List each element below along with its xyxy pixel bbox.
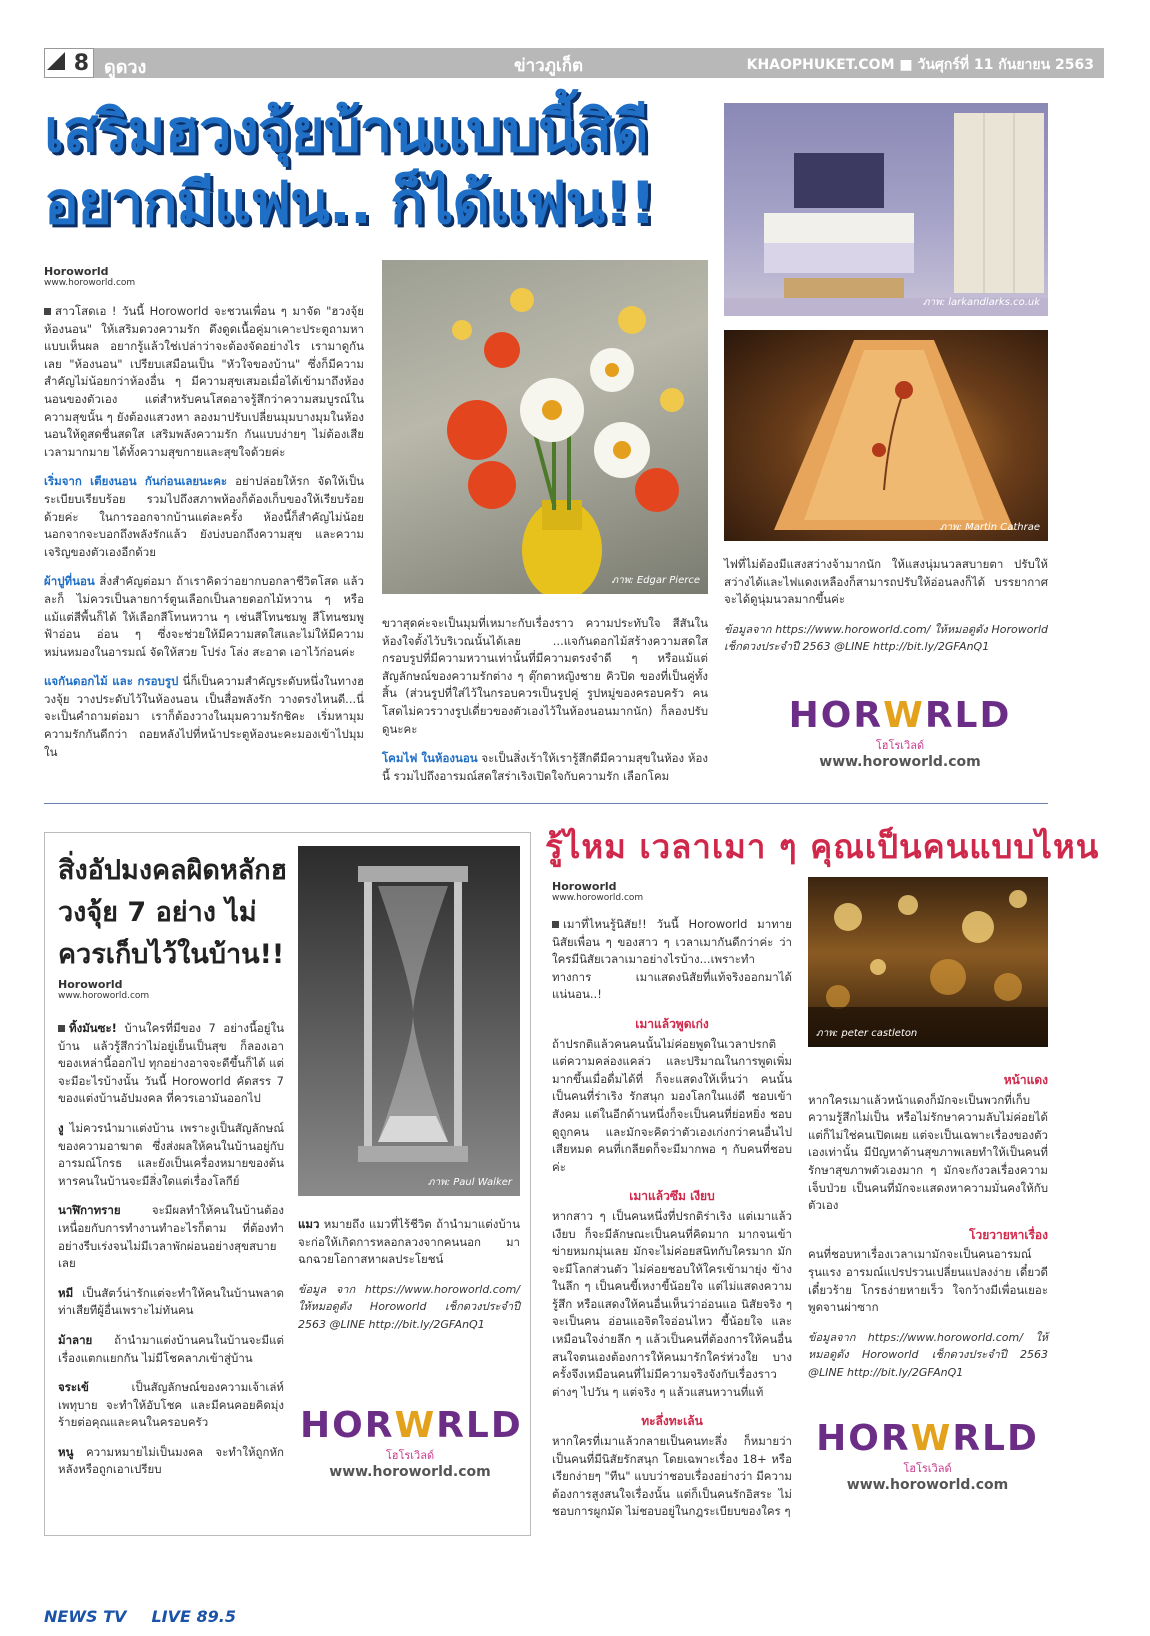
source-note: ข้อมูลจาก https://www.horoworld.com/ ให้หมอดูดัง Horoworld เช็กดวงประจำปี 2563 @LINE http://bit.ly/2GFAnQ1: [808, 1330, 1048, 1379]
horoworld-logo: HORWRLD โฮโรเวิลด์ www.horoworld.com: [816, 1418, 1039, 1493]
author: Horoworld: [44, 265, 109, 278]
article1-column-3: [724, 556, 1048, 668]
subheading: โวยวายหาเรื่อง: [969, 1227, 1048, 1242]
paragraph: ถ้าปรกติแล้วคนคนนั้นไม่ค่อยพูดในเวลาปรกติ แต่ความคล่องแคล่ว และปริมาณในการพูดเพิ่มมากขึ้นเมื่อดื่มได้ที่ ก็จะแสดงให้เห็นว่า คนนั้นเป็นคนที่ร่าเริง รักสนุก มองโลกในแง่ดี ชอบเข้าสังคม แต่ในอีกด้านหนึ่งก็จะเป็นคนที่ย่อหยิ่ง ชอบดูถูกคน และมักจะคิดว่าตัวเองเก่งกว่าคนอื่นไปเสียหมด คนที่เกลียดก็จะมีมากพอ ๆ กับคนที่ชอบค่ะ: [552, 1036, 792, 1174]
section-name: ดูดวง: [104, 57, 147, 78]
bullet-icon: [44, 308, 51, 315]
source-note: ข้อมูลจาก https://www.horoworld.com/ ให้หมอดูดัง Horoworld เช็กดวงประจำปี 2563 @LINE http://bit.ly/2GFAnQ1: [724, 622, 1048, 654]
paragraph: คนที่ชอบหาเรื่องเวลาเมามักจะเป็นคนอารมณ์รุนแรง อารมณ์แปรปรวนเปลี่ยนแปลงง่าย เดี๋ยวดีเดี๋ยวร้าย โกรธง่ายหายเร็ว ใจกว้างมีเพื่อนเยอะ พูดจานผ่าซาก: [808, 1247, 1048, 1315]
paragraph: ขวาสุดค่ะจะเป็นมุมที่เหมาะกับเรื่องราว ความประทับใจ สีสันในห้องใจตั้งไว้บริเวณนั้นได้เลย ...แจกันดอกไม้สร้างความสดใส กรอบรูปที่มีความหวานเท่านั้นที่มีความตรงจำดี ๆ หรือแม้แต่สัญลักษณ์ของความรักต่าง ๆ ตุ๊กตาหญิงชาย คิวปิด ของที่เป็นคู่ทั้งสิ้น (ส่วนรูปที่ใส่ไว้ในกรอบควรเป็นรูปคู่ รูปหมู่ของครอบครัว คนโสดไม่ควรวางรูปเดี่ยวของตัวเองไว้ในห้องนอนมากนัก) ก็ลองปรับดูนะคะ: [382, 616, 708, 736]
paragraph: หากใครเมาแล้วหน้าแดงก็มักจะเป็นพวกที่เก็บความรู้สึกไม่เป็น หรือไม่รักษาความลับไม่ค่อยได้ แต่ก็ไม่ใช่คนเปิดเผย แต่จะเป็นเฉพาะเรื่องของตัวเองเท่านั้น มีปัญหาด้านสุขภาพเลยทำให้เป็นคนที่รักษาสุขภาพตัวเองมาก ๆ มักจะกังวลเรื่องความเจ็บป่วย เป็นคนที่มักจะแสดงหาความมั่นคงให้กับตัวเอง: [808, 1092, 1048, 1213]
paragraph: แมว หมายถึง แมวที่ไร้ชีวิต ถ้านำมาแต่งบ้านจะก่อให้เกิดการหลอกลวงจากคนนอก มาฉกฉวยโอกาสหาผลประโยชน์: [298, 1217, 520, 1267]
bullet-icon: [552, 921, 559, 928]
article2-title: สิ่งอัปมงคลผิดหลักฮวงจุ้ย 7 อย่าง ไม่ควรเก็บไว้ในบ้าน!!: [58, 855, 288, 970]
paragraph: นาฬิกาทราย จะมีผลทำให้คนในบ้านต้องเหนื่อยกับการทำงานทำอะไรก็ตาม ที่ต้องทำอย่างรีบเร่งจนไม่มีเวลาพักผ่อนอย่างสุขสบายเลย: [58, 1203, 284, 1271]
photo-credit: ภาพ: Edgar Pierce: [611, 575, 700, 586]
flowers-illustration: [382, 260, 708, 594]
subheading: เมาแล้วซึม เงียบ: [629, 1189, 715, 1204]
paragraph: แจกันดอกไม้ และ กรอบรูป นี่ก็เป็นความสำคัญระดับหนึ่งในทางฮวงจุ้ย วางประดับไว้ในห้องนอน เป็นสื่อพลังรัก วางตรงไหนดี...นี่จะเป็นคำถามต่อมา เราก็ต้องวางในมุมความรักชิคะ เริ่มหามุมความรักกันดีกว่า ถอยหลังไปที่หน้าประตูห้องนะคะมองเข้าไปมุมใน: [44, 674, 364, 759]
article3-column-1: [552, 916, 792, 1533]
bar-photo: [808, 877, 1048, 1047]
article1-column-2: [382, 615, 708, 797]
headline-line-2: อยากมีแฟน.. ก็ได้แฟน!!: [44, 169, 656, 237]
article2-column-1: [58, 1020, 284, 1491]
page-header: [44, 48, 1104, 78]
paragraph: ม้าลาย ถ้านำมาแต่งบ้านคนในบ้านจะมีแต่เรื่องแตกแยกกัน ไม่มีโชคลาภเข้าสู่บ้าน: [58, 1332, 284, 1365]
site-date: KHAOPHUKET.COM ■ วันศุกร์ที่ 11 กันยายน 2563: [746, 57, 1094, 73]
hourglass-photo: [298, 846, 520, 1196]
page-footer: [44, 1607, 236, 1626]
paragraph: ผ้าปูที่นอน สิ่งสำคัญต่อมา ถ้าเราคิดว่าอยากบอกลาชีวิตโสด แล้วละก็ ไม่ควรเป็นลายการ์ตูนเลือกเป็นลายดอกไม้หวาน ๆ หรือแม้แต่สีพื้นก็ได้ ให้เลือกสีโทนหวาน ๆ เช่นสีโทนชมพู สีโทนชมพู ฟ้าอ่อน อ่อน ๆ ซึ่งจะช่วยให้มีความสดใสและไม่ให้มีความหม่นหมองในอารมณ์ จัดให้สวย โปร่ง โล่ง สะอาด เอาไว้ก่อนค่ะ: [44, 574, 364, 659]
paragraph: สาวโสดเอ ! วันนี้ Horoworld จะชวนเพื่อน ๆ มาจัด "ฮวงจุ้ยห้องนอน" ให้เสริมดวงความรัก ดึงดูดเนื้อคู่มาเคาะประตูถามหาแบบเห็นผล อยากรู้แล้วใช่เปล่าว่าจะต้องจัดอย่างไร เรามาดูกันเลย "ห้องนอน" เปรียบเสมือนเป็น "หัวใจของบ้าน" ซึ่งก็มีความสำคัญไม่น้อยกว่าห้องอื่น ๆ มีความสุขเสมอเมื่อได้เข้ามาถึงห้องนอนของตัวเอง แต่สำหรับคนโสดอาจรู้สึกว่าความสมบูรณ์ในความสุขนั้น ๆ ยังต้องแสวงหา ลองมาปรับเปลี่ยนมุมบางมุมในห้องนอนให้ดูสดชื่นสดใส เสริมพลังความรัก กันแบบง่ายๆ ไม่ต้องเสียเวลามากมาย ได้ทั้งความสุขกายและสุขใจด้วยค่ะ: [44, 304, 364, 459]
main-headline: [44, 95, 714, 239]
news-tv-logo: NEWS TV: [44, 1607, 127, 1626]
article2-byline: Horoworld www.horoworld.com: [58, 978, 150, 1001]
horoworld-logo: HORWRLD โฮโรเวิลด์ www.horoworld.com: [788, 695, 1012, 770]
photo-credit: ภาพ: Paul Walker: [427, 1177, 512, 1188]
photo-credit: ภาพ: Martin Cathrae: [939, 522, 1040, 533]
corner-arrow-icon: [47, 52, 65, 70]
paragraph: หากสาว ๆ เป็นคนหนึ่งที่ปรกติร่าเริง แต่เมาแล้วเงียบ ก็จะมีลักษณะเป็นคนที่คิดมาก มากจนเข้าข่ายหมกมุ่นเลย มักจะไม่ค่อยสนิทกับใครมาก มักจะมีโลกส่วนตัว ไม่ค่อยชอบให้ใครเข้ามายุ่ง ข้างในลึก ๆ เป็นคนขี้เหงาขี้น้อยใจ แต่ไม่แสดงความรู้สึก หรือแสดงให้คนอื่นเห็นว่าอ่อนแอ นิสัยจริง ๆ จะเป็นคน อ่อนแอจิตใจอ่อนไหว ขี้น้อยใจ และเหมือนใจง่ายลึก ๆ แล้วเป็นคนที่ต้องการให้คนอื่นสนใจตนเองต้องการให้คนมารักใคร่ห่วงใย บางครั้งจึงเหมือนคนที่ไม่มีความจริงจังกับเรื่องราวต่างๆ ไปวัน ๆ แต่จริง ๆ แล้วแสนหวานที่แท้: [552, 1208, 792, 1399]
subheading: ทะลึ่งทะเล้น: [641, 1414, 703, 1429]
bedroom-photo: [724, 103, 1048, 316]
author-url: www.horoworld.com: [44, 278, 136, 288]
article2-column-2: [298, 1216, 520, 1346]
article3-column-2: [808, 1068, 1048, 1394]
page-number: 8: [44, 48, 94, 78]
live-radio-logo: LIVE 89.5: [151, 1607, 236, 1626]
paragraph: หากใครที่เมาแล้วกลายเป็นคนทะลึ่ง ก็หมายว่าเป็นคนที่มีนิสัยรักสนุก โดยเฉพาะเรื่อง 18+ หรือเรียกง่ายๆ "ทีน" แบบว่าชอบเรื่องอย่างว่า มีความต้องการสูงสนใจเรื่องนั้น แต่ก็เป็นคนรักอิสระ ไม่ชอบการผูกมัด ไม่ชอบอยู่ในกฎระเบียบของใคร ๆ: [552, 1434, 792, 1519]
paragraph: จระเข้ เป็นสัญลักษณ์ของความเจ้าเล่ห์ เพทุบาย จะทำให้อับโชค และมีคนคอยคิดมุ่งร้ายต่อคุณและคนในครอบครัว: [58, 1380, 284, 1430]
bedroom-illustration: [724, 103, 1048, 316]
article1-byline: [44, 265, 364, 288]
bar-illustration: [808, 877, 1048, 1047]
paragraph: งู ไม่ควรนำมาแต่งบ้าน เพราะงูเป็นสัญลักษณ์ของความอาฆาต ซึ่งส่งผลให้คนในบ้านอยู่กับอารมณ์โกรธ และยังเป็นเครื่องหมายของต้นหารคนในบ้านจะมีสิ่งใดแต่เรื่องโลกีย์: [58, 1120, 284, 1188]
paragraph: หนู ความหมายไม่เป็นมงคล จะทำให้ถูกหักหลังหรือถูกเอาเปรียบ: [58, 1444, 284, 1477]
photo-credit: ภาพ: peter castleton: [816, 1028, 918, 1039]
article3-byline: Horoworld www.horoworld.com: [552, 880, 644, 903]
flowers-photo: [382, 260, 708, 594]
paragraph: ไฟที่ไม่ต้องมีแสงสว่างจ้ามากนัก ให้แสงนุ่มนวลสบายตา ปรับให้สว่างได้และไฟแดงเหลืองก็สามารถปรับให้อ่อนลงก็ได้ บรรยากาศจะได้ดูนุ่มนวลมากขึ้นค่ะ: [724, 557, 1048, 607]
lamp-illustration: [724, 330, 1048, 541]
headline-line-1: เสริมฮวงจุ้ยบ้านแบบนี้สิดี: [44, 97, 648, 165]
section-divider: [44, 803, 1048, 804]
paragraph: หมี เป็นสัตว์น่ารักแต่จะทำให้คนในบ้านพลาดท่าเสียทีผู้อื่นเพราะไม่ทันคน: [58, 1285, 284, 1318]
hourglass-illustration: [298, 846, 520, 1196]
bullet-icon: [58, 1025, 65, 1032]
article1-column-1: [44, 303, 364, 773]
lamp-photo: [724, 330, 1048, 541]
source-note: ข้อมูล จาก https://www.horoworld.com/ ให้หมอดูดัง Horoworld เช็กดวงประจำปี 2563 @LINE http://bit.ly/2GFAnQ1: [298, 1282, 520, 1331]
paragraph: เริ่มจาก เตียงนอน กันก่อนเลยนะคะ อย่าปล่อยให้รก จัดให้เป็นระเบียบเรียบร้อย รวมไปถึงสภาพห้องก็ต้องเก็บของให้เรียบร้อยด้วยค่ะ ในการออกจากบ้านแต่ละครั้ง ห้องนี้ก็สำคัญไม่น้อยนอกจากจะบอกถึงพลังรักแล้ว ยังบ่งบอกถึงความสุข และความเจริญของตัวเองอีกด้วย: [44, 474, 364, 559]
paragraph: เมาที่ไหนรู้นิสัย!! วันนี้ Horoworld มาทายนิสัยเพื่อน ๆ ของสาว ๆ เวลาเมากันดีกว่าค่ะ ว่าใครมีนิสัยเวลาเมาอย่างไรบ้าง...เพราะทำทางการ เมาแสดงนิสัยที่แท้จริงออกมาได้ แน่นอน..!: [552, 917, 792, 1002]
subheading: หน้าแดง: [1003, 1073, 1048, 1087]
photo-credit: ภาพ: larkandlarks.co.uk: [922, 297, 1040, 308]
newspaper-logo: ข่าวภูเก็ต: [514, 56, 584, 76]
paragraph: ทิ้งมันซะ! บ้านใครที่มีของ 7 อย่างนี้อยู่ในบ้าน แล้วรู้สึกว่าไม่อยู่เย็นเป็นสุข ก็ลองเอาของเหล่านี้ออกไป ทุกอย่างอาจจะดีขึ้นก็ได้ แต่จะมีอะไรบ้างนั้น วันนี้ Horoworld คัดสรร 7 ของแต่งบ้านอัปมงคล ที่ควรเอามันออกไป: [58, 1021, 284, 1106]
article3-title: รู้ไหม เวลาเมา ๆ คุณเป็นคนแบบไหน: [545, 827, 1100, 866]
subheading: เมาแล้วพูดเก่ง: [635, 1016, 709, 1031]
paragraph: โคมไฟ ในห้องนอน จะเป็นสิ่งเร้าให้เรารู้สึกดีมีความสุขในห้อง ห้องนี้ รวมไปถึงอารมณ์สดใสร่าเริงเปิดใจกับความรัก เลือกโคม: [382, 751, 708, 783]
horoworld-logo: HORWRLD โฮโรเวิลด์ www.horoworld.com: [300, 1405, 523, 1480]
